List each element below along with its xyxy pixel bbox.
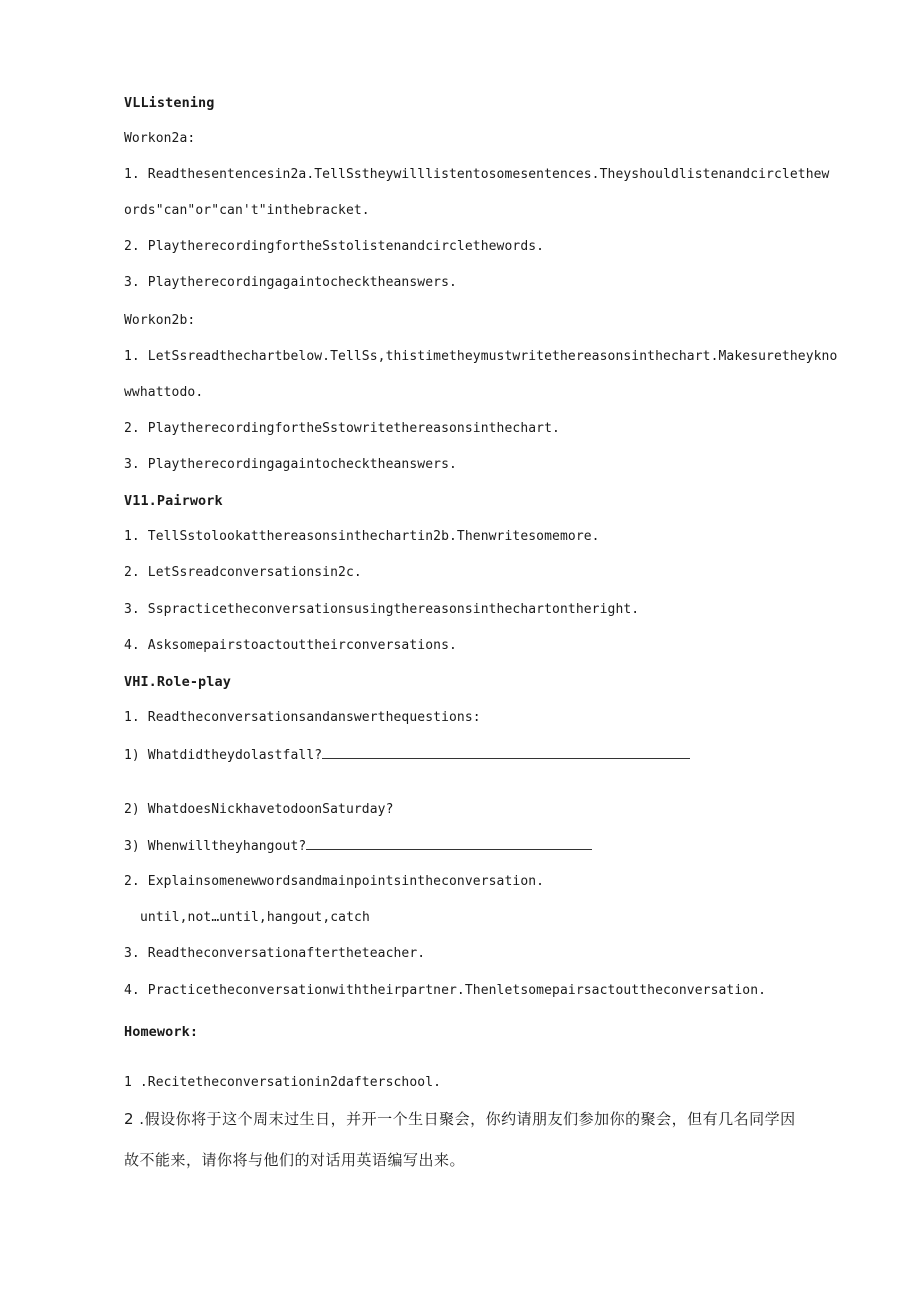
pairwork-item-3: 3. Sspracticetheconversationsusingthereasonsinthechartontheright.: [124, 602, 640, 617]
question-3-text: 3) Whenwilltheyhangout?: [124, 839, 307, 854]
work2b-item-3: 3. Playtherecordingagaintochecktheanswers.: [124, 457, 457, 472]
pairwork-item-1: 1. TellSstolookatthereasonsinthechartin2b.Thenwritesomemore.: [124, 529, 600, 544]
work2a-item-3: 3. Playtherecordingagaintochecktheanswers.: [124, 275, 457, 290]
work2b-label: Workon2b:: [124, 313, 196, 328]
roleplay-item-2: 2. Explainsomenewwordsandmainpointsintheconversation.: [124, 874, 545, 889]
section-heading-listening: VLListening: [124, 95, 215, 111]
roleplay-item-1: 1. Readtheconversationsandanswerthequestions:: [124, 710, 481, 725]
pairwork-item-4: 4. Asksomepairstoactouttheirconversations.: [124, 638, 457, 653]
work2a-item-1: 1. Readthesentencesin2a.TellSstheywilllistentosomesentences.Theyshouldlistenandcirclethew: [124, 167, 830, 182]
work2a-item-2: 2. PlaytherecordingfortheSstolistenandcirclethewords.: [124, 239, 545, 254]
work2b-item-1: 1. LetSsreadthechartbelow.TellSs,thistimetheymustwritethereasonsinthechart.Makesuretheykno: [124, 349, 838, 364]
homework-item-2-line-1: 2 .假设你将于这个周末过生日，并开一个生日聚会，你约请朋友们参加你的聚会，但有几名同学因: [124, 1110, 796, 1128]
roleplay-question-1: [124, 747, 690, 764]
homework-item-1: 1 .Recitetheconversationin2dafterschool.: [124, 1075, 442, 1090]
pairwork-item-2: 2. LetSsreadconversationsin2c.: [124, 565, 362, 580]
work2a-item-1-cont: ords"can"or"can't"inthebracket.: [124, 203, 370, 218]
new-words-list: until,not…until,hangout,catch: [140, 910, 370, 925]
roleplay-item-3: 3. Readtheconversationaftertheteacher.: [124, 946, 426, 961]
section-heading-roleplay: VHI.Role-play: [124, 674, 231, 690]
answer-blank-3[interactable]: [306, 838, 592, 850]
homework-item-2-line-2: 故不能来，请你将与他们的对话用英语编写出来。: [124, 1151, 466, 1169]
roleplay-question-2: 2) WhatdoesNickhavetodoonSaturday?: [124, 802, 394, 817]
answer-blank-1[interactable]: [322, 747, 690, 759]
roleplay-question-3: [124, 838, 592, 855]
work2b-item-1-cont: wwhattodo.: [124, 385, 204, 400]
section-heading-homework: Homework:: [124, 1024, 199, 1040]
section-heading-pairwork: V11.Pairwork: [124, 493, 223, 509]
roleplay-item-4: 4. Practicetheconversationwiththeirpartner.Thenletsomepairsactouttheconversation.: [124, 983, 767, 998]
work2a-label: Workon2a:: [124, 131, 196, 146]
question-1-text: 1) Whatdidtheydolastfall?: [124, 748, 323, 763]
work2b-item-2: 2. PlaytherecordingfortheSstowritethereasonsinthechart.: [124, 421, 560, 436]
